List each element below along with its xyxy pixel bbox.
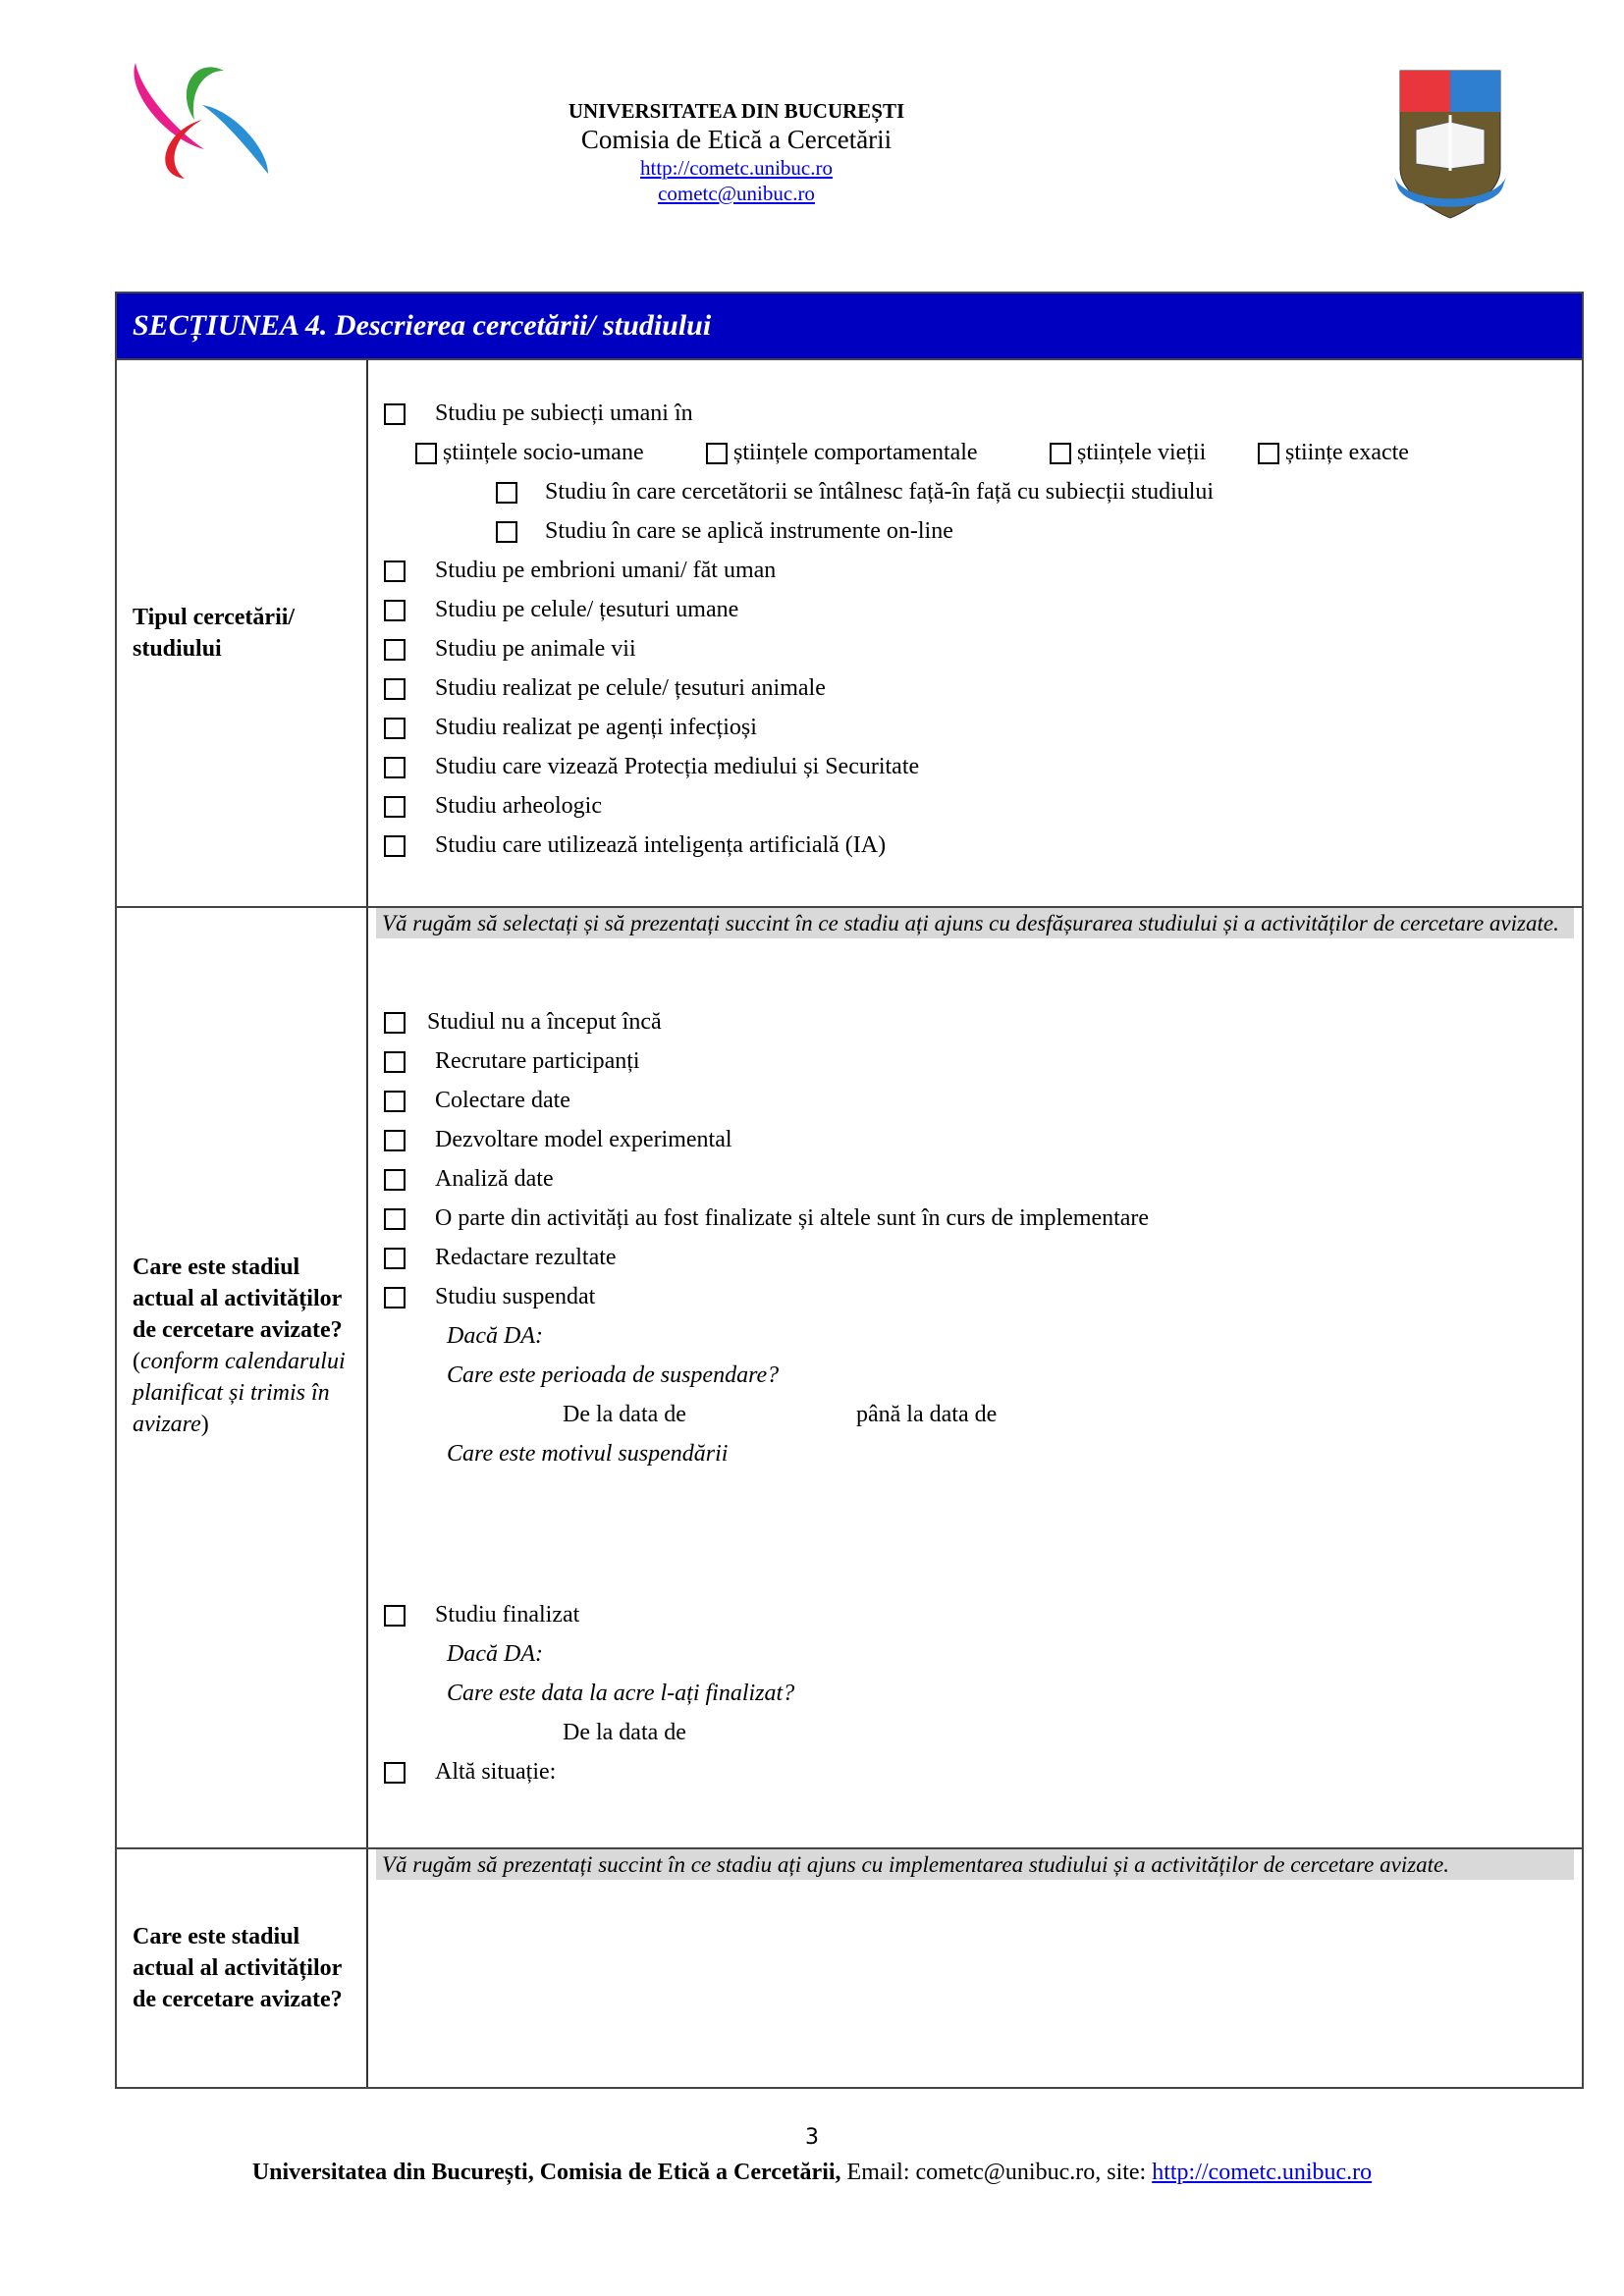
checkbox-human-subjects[interactable]	[384, 403, 406, 425]
option-label: Studiu realizat pe celule/ țesuturi animale	[435, 675, 826, 701]
option-label: științele comportamentale	[733, 440, 978, 465]
checkbox-finished[interactable]	[384, 1605, 406, 1627]
finished-if-yes: Dacă DA:	[447, 1641, 543, 1667]
checkbox-data-collection[interactable]	[384, 1091, 406, 1112]
row-research-type	[117, 360, 1582, 908]
suspended-from-date[interactable]: De la data de	[563, 1402, 686, 1427]
checkbox-partially-finished[interactable]	[384, 1208, 406, 1230]
row-label	[117, 1849, 368, 2087]
stage-option-label: Altă situație:	[435, 1759, 557, 1785]
email-link[interactable]: cometc@unibuc.ro	[658, 182, 815, 205]
checkbox-exact-sciences[interactable]	[1258, 443, 1279, 464]
option-label: Studiu pe subiecți umani în	[435, 400, 693, 426]
stage-label-paren-close: )	[200, 1412, 209, 1437]
stage-option-label: Analiză date	[435, 1166, 554, 1192]
stage-label-note: conform calendarului planificat și trimis în avizare	[133, 1349, 346, 1437]
stage-option-label: Recrutare participanți	[435, 1048, 640, 1074]
stage-option-label: Redactare rezultate	[435, 1245, 617, 1270]
commission-name: Comisia de Etică a Cercetării	[580, 125, 893, 154]
row-label	[117, 360, 368, 906]
stage-label: Care este stadiul actual al activităților de cercetare avizate?	[133, 1255, 343, 1343]
checkbox-not-started[interactable]	[384, 1012, 406, 1034]
checkbox-animal-cells[interactable]	[384, 678, 406, 700]
implementation-label: Care este stadiul actual al activităților de cercetare avizate?	[133, 1924, 343, 2012]
option-label: Studiu pe celule/ țesuturi umane	[435, 597, 739, 622]
research-type-label: Tipul cercetării/ studiului	[133, 605, 296, 662]
option-label: științele socio-umane	[443, 440, 644, 465]
checkbox-environment-security[interactable]	[384, 757, 406, 778]
option-label: științe exacte	[1285, 440, 1409, 465]
site-link[interactable]: http://cometc.unibuc.ro	[640, 156, 833, 180]
suspended-to-date[interactable]: până la data de	[856, 1402, 998, 1427]
checkbox-behavioral[interactable]	[706, 443, 728, 464]
option-label: Studiu arheologic	[435, 793, 602, 819]
checkbox-life-sciences[interactable]	[1050, 443, 1071, 464]
instruction-note: Vă rugăm să selectați și să prezentați succint în ce stadiu ați ajuns cu desfășurarea studiului și a activităților de cercetare avizate.	[376, 908, 1574, 938]
checkbox-writing-results[interactable]	[384, 1248, 406, 1269]
suspended-if-yes: Dacă DA:	[447, 1323, 543, 1349]
stage-option-label: O parte din activități au fost finalizate și altele sunt în curs de implementare	[435, 1205, 1150, 1231]
option-label: Studiu pe animale vii	[435, 636, 636, 662]
stage-option-label: Studiu finalizat	[435, 1602, 580, 1628]
row-label	[117, 908, 368, 1847]
section-table	[115, 292, 1584, 2089]
checkbox-live-animals[interactable]	[384, 639, 406, 661]
stage-option-label: Studiu suspendat	[435, 1284, 596, 1309]
checkbox-human-cells[interactable]	[384, 600, 406, 621]
checkbox-suspended[interactable]	[384, 1287, 406, 1308]
checkbox-data-analysis[interactable]	[384, 1169, 406, 1191]
instruction-note: Vă rugăm să prezentați succint în ce stadiu ați ajuns cu implementarea studiului și a activităților de cercetare avizate.	[376, 1849, 1574, 1880]
stage-options	[368, 908, 1582, 1847]
footer-org: Universitatea din București, Comisia de Etică a Cercetării,	[251, 2160, 841, 2185]
checkbox-online-tools[interactable]	[496, 521, 517, 543]
letterhead	[0, 98, 1473, 206]
checkbox-archaeological[interactable]	[384, 796, 406, 818]
checkbox-experimental-model[interactable]	[384, 1130, 406, 1151]
checkbox-recruitment[interactable]	[384, 1051, 406, 1073]
row-implementation-stage	[117, 1849, 1582, 2087]
option-label: Studiu în care cercetătorii se întâlnesc față-în față cu subiecții studiului	[545, 479, 1215, 505]
option-label: științele vieții	[1077, 440, 1207, 465]
option-label: Studiu pe embrioni umani/ făt uman	[435, 558, 777, 583]
stage-option-label: Studiul nu a început încă	[427, 1009, 662, 1035]
option-label: Studiu care utilizează inteligența artificială (IA)	[435, 832, 887, 858]
page-number: 3	[805, 2125, 819, 2150]
option-label: Studiu care vizează Protecția mediului și Securitate	[435, 754, 920, 779]
footer-site-link[interactable]: http://cometc.unibuc.ro	[1152, 2160, 1373, 2185]
checkbox-artificial-intelligence[interactable]	[384, 835, 406, 857]
finished-from-date[interactable]: De la data de	[563, 1720, 686, 1745]
research-type-options	[368, 360, 1582, 906]
footer-email-text: Email: cometc@unibuc.ro, site:	[840, 2160, 1153, 2185]
stage-label-paren-open: (	[133, 1349, 140, 1374]
checkbox-other-situation[interactable]	[384, 1762, 406, 1784]
option-label: Studiu în care se aplică instrumente on-line	[545, 518, 953, 544]
implementation-answer-area[interactable]	[368, 1849, 1582, 2087]
option-label: Studiu realizat pe agenți infecțioși	[435, 715, 757, 740]
checkbox-face-to-face[interactable]	[496, 482, 517, 504]
stage-option-label: Dezvoltare model experimental	[435, 1127, 732, 1152]
checkbox-embryos[interactable]	[384, 561, 406, 582]
row-current-stage	[117, 908, 1582, 1849]
checkbox-infectious-agents[interactable]	[384, 718, 406, 739]
suspended-reason-question: Care este motivul suspendării	[447, 1441, 729, 1467]
checkbox-socio-human[interactable]	[415, 443, 437, 464]
finished-date-question: Care este data la acre l-ați finalizat?	[447, 1681, 795, 1706]
page-footer	[0, 2160, 1624, 2186]
university-name: UNIVERSITATEA DIN BUCUREȘTI	[568, 99, 905, 123]
section-title: SECȚIUNEA 4. Descrierea cercetării/ studiului	[117, 294, 1582, 360]
suspended-period-question: Care este perioada de suspendare?	[447, 1362, 780, 1388]
stage-option-label: Colectare date	[435, 1088, 570, 1113]
